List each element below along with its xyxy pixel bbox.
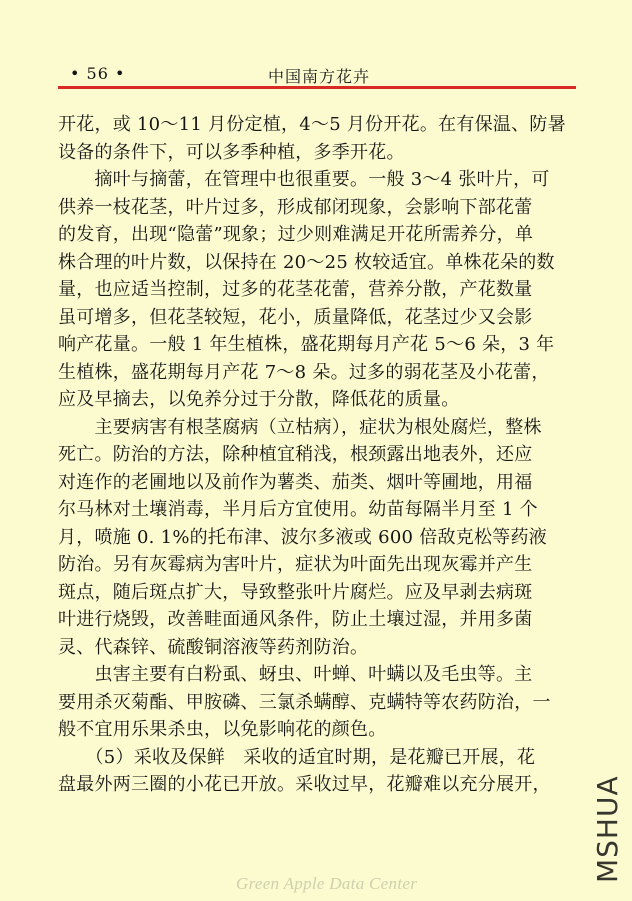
side-watermark: MSHUA	[591, 775, 624, 883]
body-line: 量，也应适当控制，过多的花茎花蕾，营养分散，产花数量	[58, 279, 533, 300]
body-line: 防治。另有灰霉病为害叶片，症状为叶面先出现灰霉并产生	[58, 554, 533, 575]
body-line: 主要病害有根茎腐病（立枯病），症状为根处腐烂，整株	[58, 416, 542, 438]
body-line: 开花，或 10～11 月份定植，4～5 月份开花。在有保温、防暑	[58, 114, 566, 135]
body-line: 设备的条件下，可以多季种植，多季开花。	[58, 141, 405, 163]
body-line: 死亡。防治的方法，除种植宜稍浅，根颈露出地表外，还应	[58, 444, 533, 465]
running-title: 中国南方花卉	[268, 67, 371, 86]
body-line: 的发育，出现“隐蕾”现象；过少则难满足开花所需养分，单	[58, 224, 534, 245]
body-line: 要用杀灭菊酯、甲胺磷、三氯杀螨醇、克螨特等农药防治，一	[58, 691, 551, 713]
body-line: 月，喷施 0. 1%的托布津、波尔多液或 600 倍敌克松等药液	[58, 526, 547, 548]
body-line: 尔马林对土壤消毒，半月后方宜使用。幼苗每隔半月至 1 个	[58, 499, 538, 520]
header-rule	[58, 86, 576, 89]
body-line: 响产花量。一般 1 年生植株，盛花期每月产花 5～6 朵，3 年	[58, 334, 555, 355]
body-line: 应及早摘去，以免养分过于分散，降低花的质量。	[58, 389, 460, 410]
body-line: （5）采收及保鲜 采收的适宜时期，是花瓣已开展，花	[58, 746, 536, 768]
page-body	[58, 111, 584, 799]
body-line: 虫害主要有白粉虱、蚜虫、叶蝉、叶螨以及毛虫等。主	[58, 664, 533, 685]
body-line: 供养一枝花茎，叶片过多，形成郁闭现象，会影响下部花蕾	[58, 196, 533, 218]
page-number: • 56 •	[70, 64, 126, 83]
body-line: 摘叶与摘蕾，在管理中也很重要。一般 3～4 张叶片，可	[58, 169, 550, 190]
body-line: 灵、代森锌、硫酸铜溶液等药剂防治。	[58, 636, 369, 658]
body-line: 般不宜用乐果杀虫，以免影响花的颜色。	[58, 719, 387, 740]
body-line: 生植株，盛花期每月产花 7～8 朵。过多的弱花茎及小花蕾，	[58, 361, 550, 383]
body-line: 株合理的叶片数，以保持在 20～25 枚较适宜。单株花朵的数	[58, 251, 555, 273]
body-line: 虽可增多，但花茎较短，花小，质量降低，花茎过少又会影	[58, 306, 533, 328]
body-line: 斑点，随后斑点扩大，导致整张叶片腐烂。应及早剥去病斑	[58, 581, 533, 603]
body-line: 对连作的老圃地以及前作为薯类、茄类、烟叶等圃地，用福	[58, 471, 533, 493]
body-line: 叶进行烧毁，改善畦面通风条件，防止土壤过湿，并用多菌	[58, 609, 533, 630]
body-line: 盘最外两三圈的小花已开放。采收过早，花瓣难以充分展开，	[58, 774, 551, 795]
bottom-watermark: Green Apple Data Center	[236, 874, 418, 893]
